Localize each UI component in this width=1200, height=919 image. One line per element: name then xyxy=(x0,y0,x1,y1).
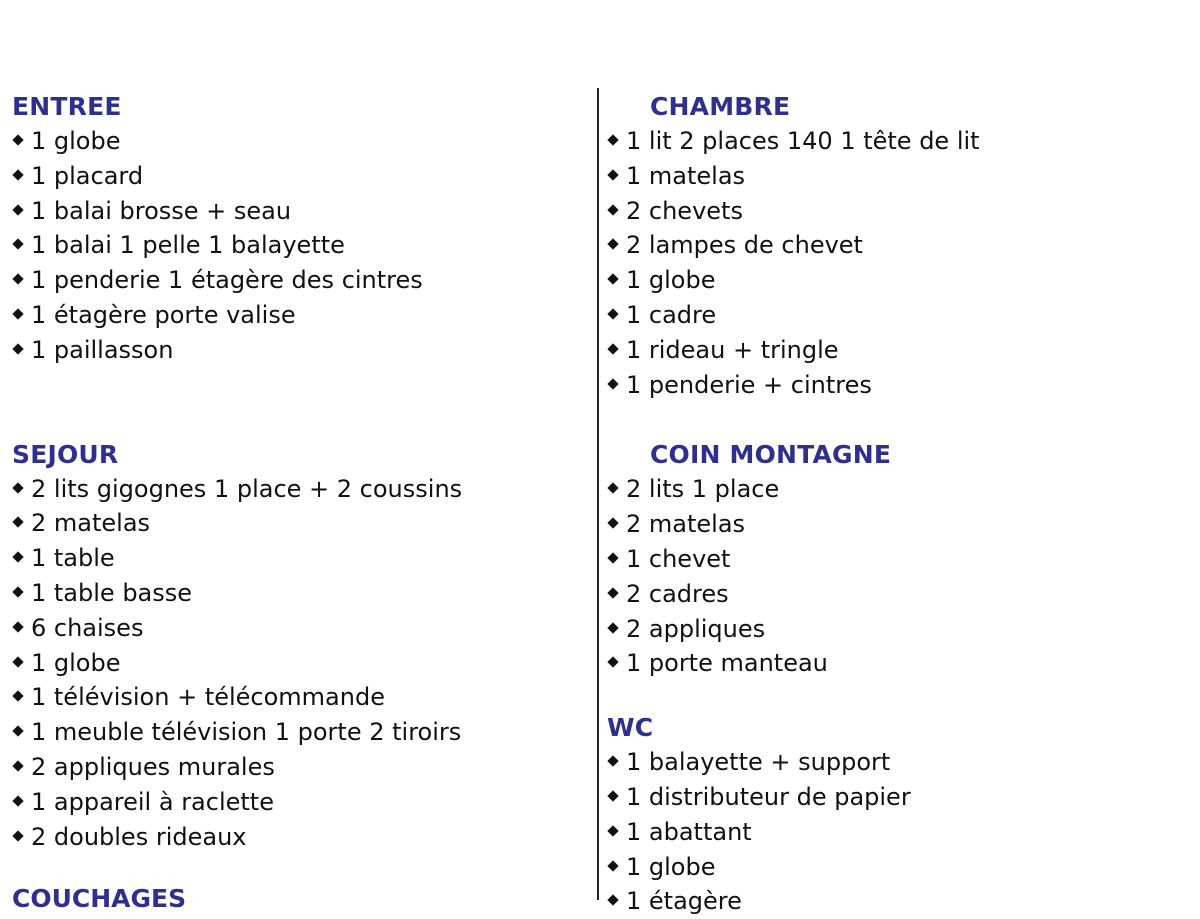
list-item xyxy=(607,124,1187,159)
list-item xyxy=(12,680,587,715)
section-heading-entree: ENTREE xyxy=(12,92,122,121)
section-spacer xyxy=(607,681,1187,711)
diamond-bullet-icon xyxy=(607,622,618,633)
list-item xyxy=(607,542,1187,577)
section-heading-coin-montagne: COIN MONTAGNE xyxy=(650,440,892,470)
diamond-bullet-icon xyxy=(12,552,23,563)
diamond-bullet-icon xyxy=(12,343,23,354)
diamond-bullet-icon xyxy=(607,274,618,285)
section-chambre xyxy=(607,90,1187,402)
list-item xyxy=(12,506,587,541)
section-heading-couchages: COUCHAGES xyxy=(12,884,187,913)
list-item-text: 2 appliques murales xyxy=(31,752,275,781)
list-item xyxy=(12,750,587,785)
list-item xyxy=(12,298,587,333)
diamond-bullet-icon xyxy=(607,790,618,801)
diamond-bullet-icon xyxy=(12,517,23,528)
list-item-text: 2 lits 1 place xyxy=(626,475,780,504)
column-divider xyxy=(597,88,599,900)
list-item-text: 1 télévision + télécommande xyxy=(31,683,385,712)
diamond-bullet-icon xyxy=(607,895,618,906)
diamond-bullet-icon xyxy=(607,308,618,319)
list-item-text: 1 matelas xyxy=(626,161,746,190)
list-item xyxy=(607,850,1187,885)
list-item xyxy=(12,124,587,159)
list-item xyxy=(607,159,1187,194)
list-item-text: 1 étagère xyxy=(626,887,742,916)
list-item-text: 2 matelas xyxy=(31,509,151,538)
section-sejour xyxy=(12,438,587,855)
list-item xyxy=(607,472,1187,507)
list-item-text: 1 balayette + support xyxy=(626,748,891,777)
list-item-text: 1 appareil à raclette xyxy=(31,787,274,816)
list-item xyxy=(607,745,1187,780)
section-wc xyxy=(607,711,1187,919)
diamond-bullet-icon xyxy=(607,204,618,215)
diamond-bullet-icon xyxy=(12,621,23,632)
list-item-text: 1 penderie 1 étagère des cintres xyxy=(31,266,423,295)
list-item-text: 1 balai brosse + seau xyxy=(31,196,292,225)
list-item xyxy=(12,333,587,368)
diamond-bullet-icon xyxy=(12,760,23,771)
list-item-text: 2 chevets xyxy=(626,196,743,225)
list-item-text: 1 chevet xyxy=(626,544,731,573)
list-item-text: 1 balai 1 pelle 1 balayette xyxy=(31,231,345,260)
list-item-text: 2 doubles rideaux xyxy=(31,822,247,851)
list-item xyxy=(607,884,1187,919)
list-item xyxy=(12,159,587,194)
diamond-bullet-icon xyxy=(607,657,618,668)
list-item-text: 1 lit 2 places 140 1 tête de lit xyxy=(626,127,980,155)
section-heading-wc: WC xyxy=(607,713,654,743)
list-item-text: 1 paillasson xyxy=(31,335,174,364)
list-item xyxy=(12,541,587,576)
diamond-bullet-icon xyxy=(12,482,23,493)
list-item xyxy=(12,715,587,750)
list-item-text: 1 table xyxy=(31,544,115,573)
diamond-bullet-icon xyxy=(607,860,618,871)
list-item xyxy=(12,785,587,820)
section-spacer xyxy=(12,368,587,438)
list-item-text: 1 globe xyxy=(31,648,121,677)
list-item xyxy=(12,820,587,855)
diamond-bullet-icon xyxy=(607,518,618,529)
diamond-bullet-icon xyxy=(607,483,618,494)
list-item xyxy=(607,228,1187,263)
diamond-bullet-icon xyxy=(607,378,618,389)
list-item xyxy=(607,507,1187,542)
section-heading-sejour: SEJOUR xyxy=(12,439,119,469)
diamond-bullet-icon xyxy=(12,308,23,319)
list-item-text: 1 distributeur de papier xyxy=(626,782,911,811)
diamond-bullet-icon xyxy=(12,169,23,180)
list-item-text: 1 placard xyxy=(31,161,144,190)
list-item xyxy=(12,194,587,229)
list-item xyxy=(12,646,587,681)
list-item-text: 1 globe xyxy=(626,852,716,881)
diamond-bullet-icon xyxy=(12,586,23,597)
diamond-bullet-icon xyxy=(607,239,618,250)
list-item xyxy=(607,612,1187,647)
diamond-bullet-icon xyxy=(12,134,23,145)
list-item xyxy=(12,576,587,611)
diamond-bullet-icon xyxy=(12,274,23,285)
diamond-bullet-icon xyxy=(12,830,23,841)
right-column xyxy=(607,90,1187,919)
list-item xyxy=(607,263,1187,298)
list-item-text: 2 cadres xyxy=(626,579,729,608)
list-item-text: 2 matelas xyxy=(626,510,746,539)
section-coin-montagne xyxy=(607,438,1187,681)
diamond-bullet-icon xyxy=(12,239,23,250)
list-item-text: 1 penderie + cintres xyxy=(626,370,872,399)
diamond-bullet-icon xyxy=(607,552,618,563)
section-spacer xyxy=(607,402,1187,438)
list-item-text: 2 lampes de chevet xyxy=(626,231,863,260)
list-item-text: 1 porte manteau xyxy=(626,649,828,678)
section-entree xyxy=(12,90,587,368)
list-item xyxy=(607,646,1187,681)
list-item xyxy=(12,472,587,507)
diamond-bullet-icon xyxy=(607,587,618,598)
list-item xyxy=(12,228,587,263)
list-item-text: 1 table basse xyxy=(31,578,193,607)
list-item-text: 1 globe xyxy=(31,127,121,155)
diamond-bullet-icon xyxy=(607,134,618,145)
list-item-text: 1 étagère porte valise xyxy=(31,300,296,329)
list-item-text: 1 abattant xyxy=(626,817,752,846)
list-item xyxy=(12,611,587,646)
diamond-bullet-icon xyxy=(12,725,23,736)
diamond-bullet-icon xyxy=(607,343,618,354)
left-column xyxy=(12,90,587,854)
list-item-text: 2 appliques xyxy=(626,614,766,643)
diamond-bullet-icon xyxy=(12,795,23,806)
list-item xyxy=(607,194,1187,229)
list-item-text: 1 globe xyxy=(626,266,716,295)
list-item xyxy=(607,577,1187,612)
list-item xyxy=(12,263,587,298)
diamond-bullet-icon xyxy=(12,691,23,702)
list-item xyxy=(607,815,1187,850)
list-item-text: 1 meuble télévision 1 porte 2 tiroirs xyxy=(31,718,462,747)
diamond-bullet-icon xyxy=(12,656,23,667)
list-item xyxy=(607,333,1187,368)
list-item-text: 1 cadre xyxy=(626,300,717,329)
section-heading-chambre: CHAMBRE xyxy=(650,92,791,121)
list-item-text: 6 chaises xyxy=(31,613,144,642)
diamond-bullet-icon xyxy=(607,169,618,180)
diamond-bullet-icon xyxy=(607,755,618,766)
list-item xyxy=(607,298,1187,333)
list-item-text: 2 lits gigognes 1 place + 2 coussins xyxy=(31,474,463,503)
diamond-bullet-icon xyxy=(607,825,618,836)
list-item-text: 1 rideau + tringle xyxy=(626,335,839,364)
list-item xyxy=(607,368,1187,403)
diamond-bullet-icon xyxy=(12,204,23,215)
list-item xyxy=(607,780,1187,815)
